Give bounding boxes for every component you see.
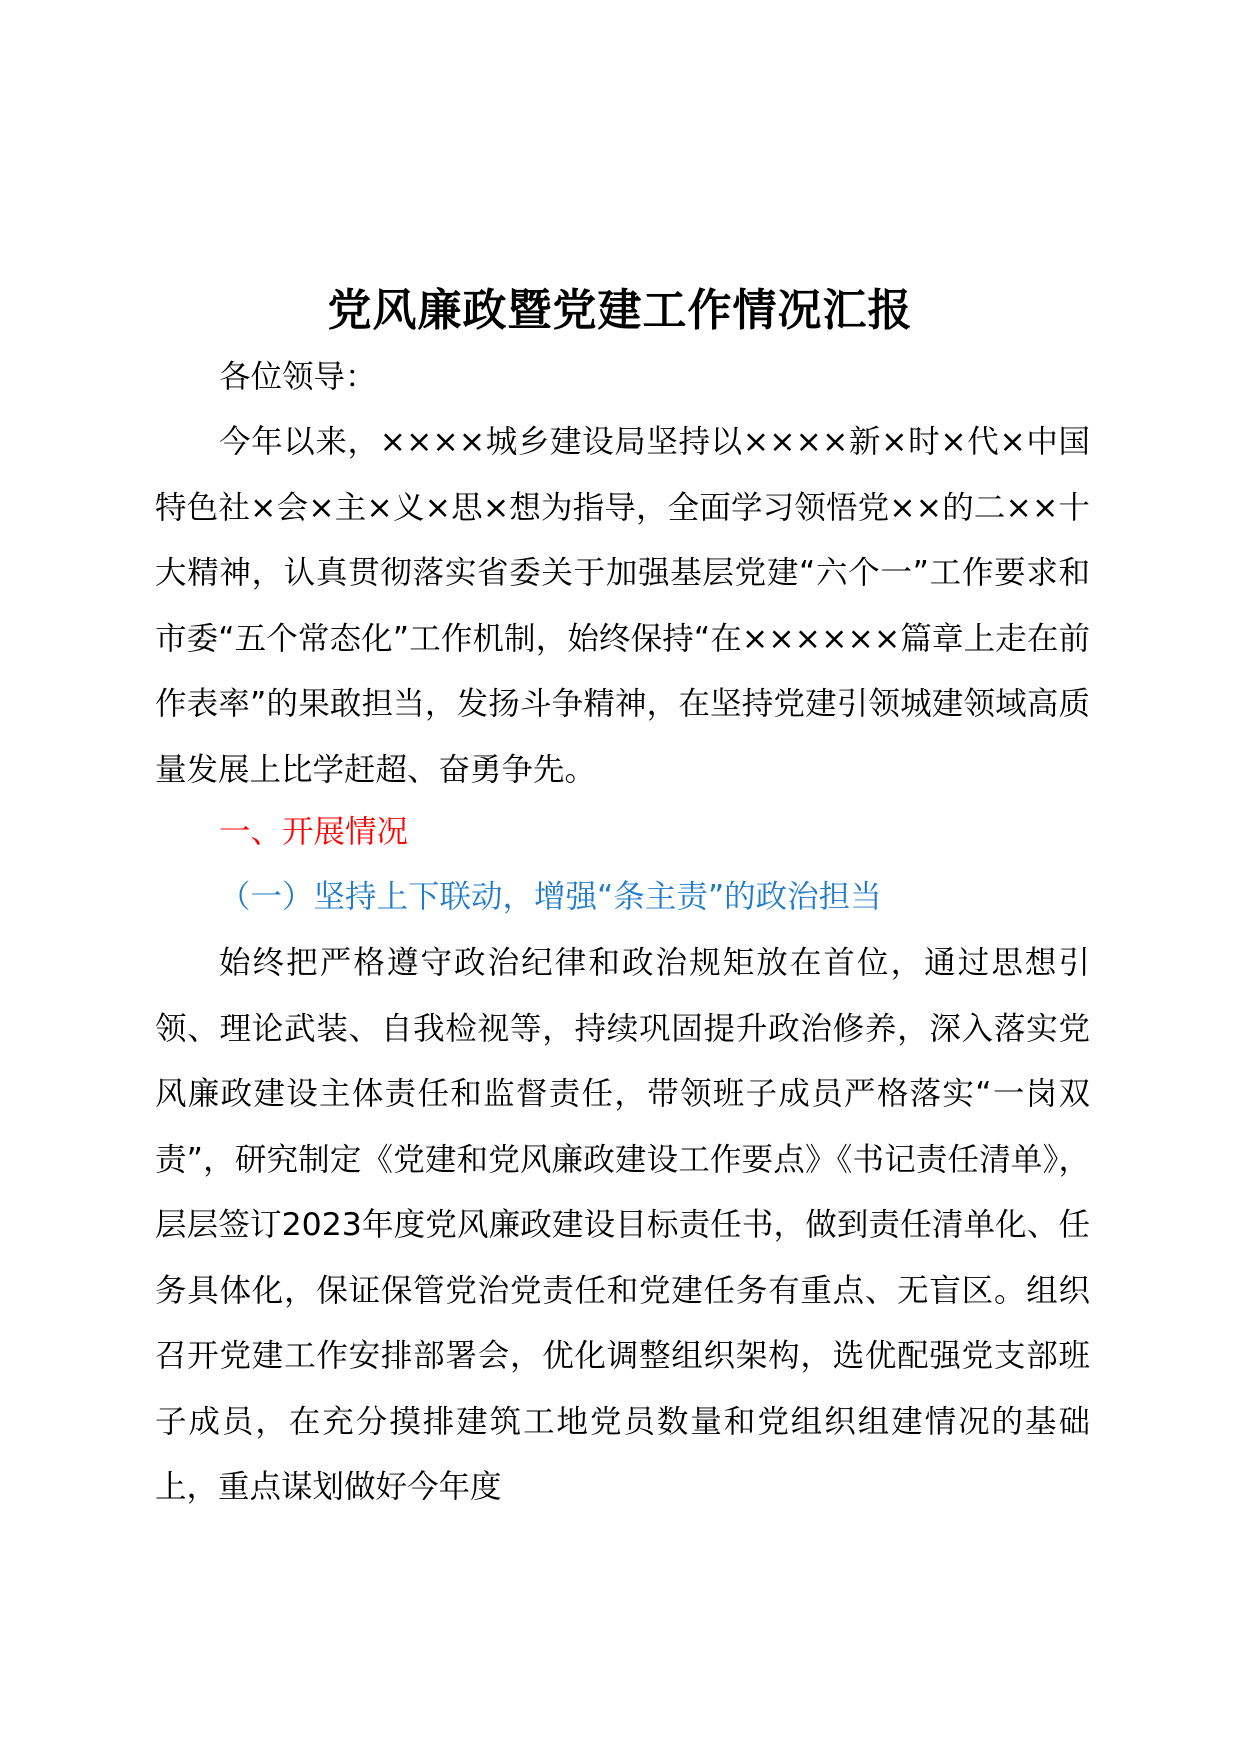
main-paragraph: 始终把严格遵守政治纪律和政治规矩放在首位，通过思想引领、理论武装、自我检视等，持续巩固提升政治修养，深入落实党风廉政建设主体责任和监督责任，带领班子成员严格落实“一岗双责”，研究制定《党建和党风廉政建设工作要点》《书记责任清单》，层层签订2023年度党风廉政建设目标责任书，做到责任清单化、任务具体化，保证保管党治党责任和党建任务有重点、无盲区。组织召开党建工作安排部署会，优化调整组织架构，选优配强党支部班子成员，在充分摸排建筑工地党员数量和党组织组建情况的基础上，重点谋划做好今年度 [155,945,1090,1505]
document-title: 党风廉政暨党建工作情况汇报 [327,285,913,337]
intro-paragraph: 今年以来，××××城乡建设局坚持以××××新×时×代×中国特色社×会×主×义×思×想为指导，全面学习领悟党××的二××十大精神，认真贯彻落实省委关于加强基层党建“六个一”工作要求和市委“五个常态化”工作机制，始终保持“在××××××篇章上走在前作表率”的果敢担当，发扬斗争精神，在坚持党建引领城建领域高质量发展上比学赶超、奋勇争先。 [155,424,1090,788]
intro-paragraph-block [155,410,1090,803]
main-paragraph-block [155,931,1090,1521]
section-heading: 一、开展情况 [219,814,409,850]
greeting: 各位领导： [219,359,377,395]
subsection-heading: （一）坚持上下联动，增强“条主责”的政治担当 [219,879,882,915]
